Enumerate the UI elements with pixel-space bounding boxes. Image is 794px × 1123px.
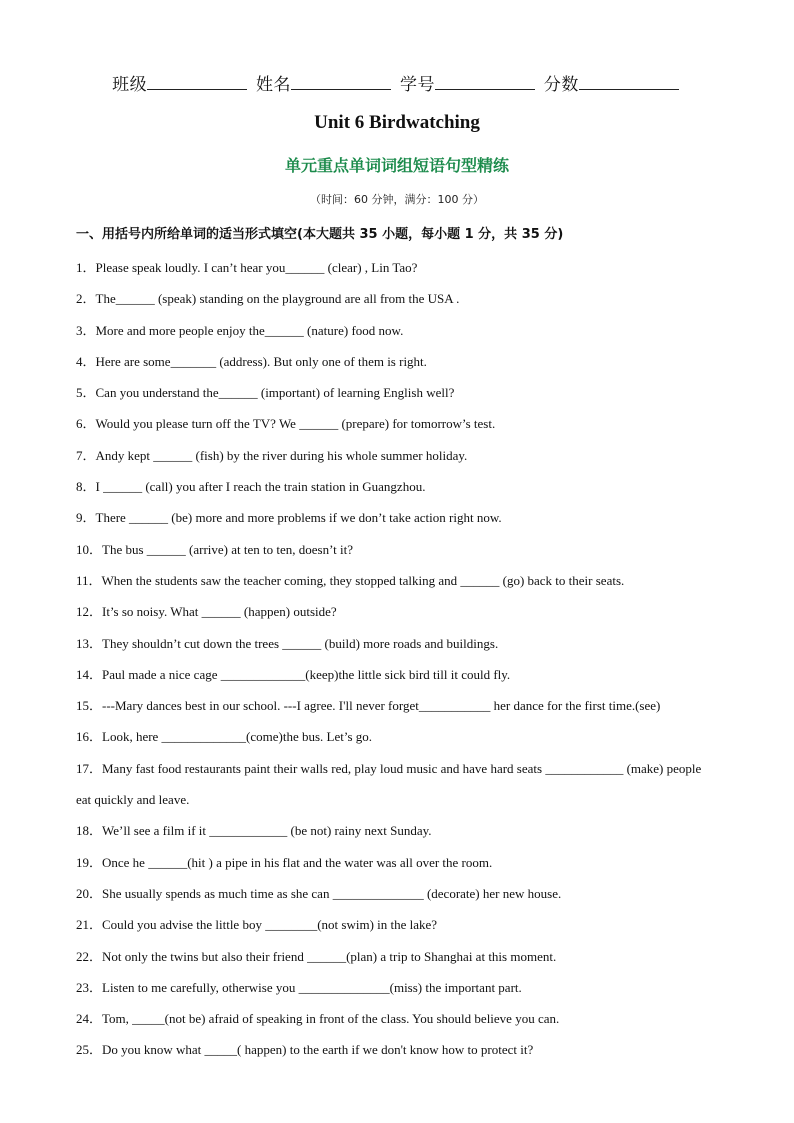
question-item: 7．Andy kept ______ (fish) by the river during his whole summer holiday. xyxy=(76,447,468,463)
time-score-note: （时间：60 分钟，满分：100 分） xyxy=(310,193,484,206)
question-item: 16．Look, here _____________(come)the bus. Let’s go. xyxy=(76,729,373,745)
student-info-line xyxy=(0,70,794,95)
score-blank[interactable] xyxy=(579,75,679,90)
question-item: 25．Do you know what _____( happen) to the earth if we don't know how to protect it? xyxy=(76,1042,534,1058)
question-item: 19．Once he ______(hit ) a pipe in his flat and the water was all over the room. xyxy=(76,854,493,870)
question-item: 18．We’ll see a film if it ____________ (be not) rainy next Sunday. xyxy=(76,823,432,839)
question-item: 5．Can you understand the______ (important) of learning English well? xyxy=(76,385,455,401)
question-item: 21．Could you advise the little boy ________(not swim) in the lake? xyxy=(76,917,438,933)
question-item: 20．She usually spends as much time as she can ______________ (decorate) her new house. xyxy=(76,885,562,901)
name-blank[interactable] xyxy=(291,75,391,90)
question-item: 14．Paul made a nice cage _____________(keep)the little sick bird till it could fly. xyxy=(76,666,511,682)
class-label: 班级 xyxy=(112,75,148,95)
unit-title: Unit 6 Birdwatching xyxy=(314,112,480,133)
question-item: 24．Tom, _____(not be) afraid of speaking in front of the class. You should believe you can. xyxy=(76,1011,560,1027)
class-blank[interactable] xyxy=(147,75,247,90)
question-item: 10．The bus ______ (arrive) at ten to ten, doesn’t it? xyxy=(76,541,354,557)
student-id-label: 学号 xyxy=(399,75,435,95)
question-item: 13．They shouldn’t cut down the trees ______ (build) more roads and buildings. xyxy=(76,635,499,651)
student-id-blank[interactable] xyxy=(435,75,535,90)
score-label: 分数 xyxy=(543,75,579,95)
question-item: 4．Here are some_______ (address). But only one of them is right. xyxy=(76,353,427,369)
question-item: 17．Many fast food restaurants paint their walls red, play loud music and have hard seats ____________ (make) people eat quickly and leave. xyxy=(76,760,702,808)
question-item: 12．It’s so noisy. What ______ (happen) outside? xyxy=(76,604,337,620)
question-item: 2．The______ (speak) standing on the playground are all from the USA . xyxy=(76,291,460,307)
question-item: 9．There ______ (be) more and more problems if we don’t take action right now. xyxy=(76,510,502,526)
question-item: 8．I ______ (call) you after I reach the train station in Guangzhou. xyxy=(76,479,426,495)
question-item: 23．Listen to me carefully, otherwise you ______________(miss) the important part. xyxy=(76,979,522,995)
question-item: 6．Would you please turn off the TV? We ______ (prepare) for tomorrow’s test. xyxy=(76,416,496,432)
section-title: 一、用括号内所给单词的适当形式填空(本大题共 35 小题，每小题 1 分，共 35 分) xyxy=(76,227,564,242)
question-item: 11．When the students saw the teacher coming, they stopped talking and ______ (go) back to their seats. xyxy=(76,572,625,588)
worksheet-subtitle: 单元重点单词词组短语句型精练 xyxy=(284,156,509,175)
question-item: 22．Not only the twins but also their friend ______(plan) a trip to Shanghai at this moment. xyxy=(76,948,557,964)
question-item: 15．---Mary dances best in our school. ---I agree. I'll never forget___________ her dance for the first time.(see) xyxy=(76,698,661,714)
name-label: 姓名 xyxy=(256,75,292,95)
question-item: 1．Please speak loudly. I can’t hear you______ (clear) , Lin Tao? xyxy=(76,260,418,275)
question-list xyxy=(76,252,716,1066)
question-item: 3．More and more people enjoy the______ (nature) food now. xyxy=(76,322,404,338)
